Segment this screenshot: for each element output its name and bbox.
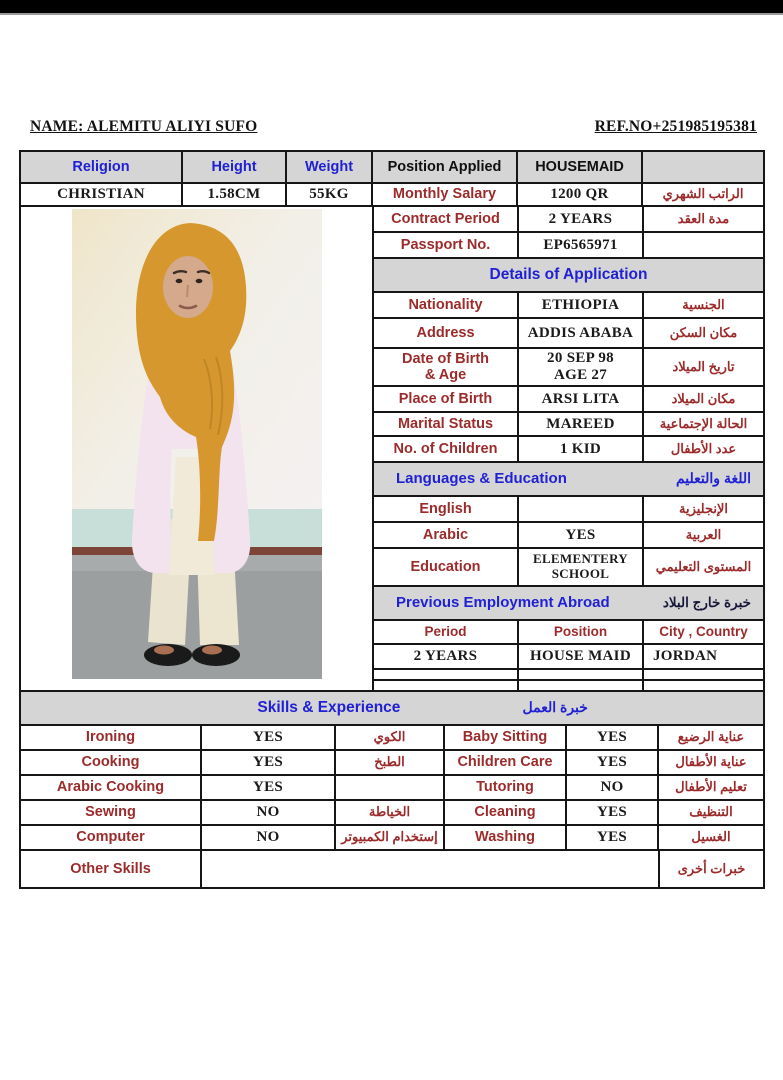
address-value: ADDIS ABABA [519,319,642,347]
skill-value: NO [202,801,334,824]
nationality-value: ETHIOPIA [519,293,642,317]
photo-and-details-row [21,207,763,690]
height-header: Height [183,152,285,182]
skill-label: Tutoring [445,776,565,799]
employment-empty-cell [374,681,517,690]
applicant-photo [21,207,372,690]
languages-education-header [374,463,763,495]
other-skills-value [202,851,658,887]
skill-label: Washing [445,826,565,849]
children-label: No. of Children [374,437,517,461]
arabic-label: Arabic [374,523,517,547]
place-of-birth-value: ARSI LITA [519,387,642,411]
nose [187,285,188,297]
skill-row [21,801,763,824]
monthly-salary-arabic: الراتب الشهري [643,184,763,205]
arabic-value: YES [519,523,642,547]
skill-value: YES [567,826,657,849]
skill-value: NO [567,776,657,799]
dob-age-label [374,349,517,385]
marital-status-value: MAREED [519,413,642,435]
position-value: HOUSEMAID [518,152,641,182]
skill-arabic [336,776,443,799]
skill-label: Baby Sitting [445,726,565,749]
eye-left [175,279,182,283]
skill-arabic: عناية الأطفال [659,751,763,774]
skill-arabic: الغسيل [659,826,763,849]
biodata-table [19,150,765,889]
education-arabic: المستوى التعليمي [644,549,763,585]
contract-period-label: Contract Period [374,207,517,231]
skill-value: YES [202,726,334,749]
skill-value: YES [567,726,657,749]
city-country-column-header: City , Country [644,621,763,643]
skill-row [21,776,763,799]
skill-arabic: عناية الرضيع [659,726,763,749]
details-stack [374,207,763,690]
passport-no-value: EP6565971 [519,233,642,257]
vitals-row [21,184,763,205]
employment-country-value: JORDAN [644,645,763,668]
skill-label: Children Care [445,751,565,774]
skill-label: Cleaning [445,801,565,824]
applicant-name: NAME: ALEMITU ALIYI SUFO [30,118,258,135]
eye-right [195,279,202,283]
contract-period-arabic: مدة العقد [644,207,763,231]
marital-status-label: Marital Status [374,413,517,435]
skill-row [21,751,763,774]
skill-arabic: الخياطة [336,801,443,824]
position-applied-header: Position Applied [373,152,516,182]
scan-bar-shadow [0,13,783,15]
foot-left [154,646,174,655]
education-value-line2: SCHOOL [551,566,610,581]
skills-header-row [21,692,763,724]
skill-label: Cooking [21,751,200,774]
position-column-header: Position [519,621,642,643]
contract-period-value: 2 YEARS [519,207,642,231]
skill-label: Sewing [21,801,200,824]
marital-status-arabic: الحالة الإجتماعية [644,413,763,435]
table-header-row [21,152,763,182]
applicant-photo-image [72,209,322,679]
skills-header-en: Skills & Experience [257,699,401,717]
skill-label: Computer [21,826,200,849]
skill-value: YES [567,801,657,824]
skill-arabic: التنظيف [659,801,763,824]
foot-right [202,646,222,655]
other-skills-label: Other Skills [21,851,200,887]
employment-position-value: HOUSE MAID [519,645,642,668]
education-value-line1: ELEMENTERY [532,551,628,567]
other-skills-arabic: خبرات أخرى [660,851,763,887]
languages-header-ar: اللغة والتعليم [675,470,751,487]
skill-arabic: تعليم الأطفال [659,776,763,799]
skill-value: YES [202,776,334,799]
employment-empty-cell [374,670,517,679]
skill-row [21,726,763,749]
employment-empty-cell [644,681,763,690]
religion-header: Religion [21,152,181,182]
english-value [519,497,642,521]
passport-no-label: Passport No. [374,233,517,257]
skill-value: YES [202,751,334,774]
dob-age-value [519,349,642,385]
scan-top-black-bar [0,0,783,13]
employment-period-value: 2 YEARS [374,645,517,668]
skill-arabic: الكوي [336,726,443,749]
employment-empty-cell [519,670,642,679]
skill-arabic: إستخدام الكمبيوتر [336,826,443,849]
other-skills-row [21,851,763,887]
english-label: English [374,497,517,521]
skill-label: Arabic Cooking [21,776,200,799]
weight-header: Weight [287,152,371,182]
period-column-header: Period [374,621,517,643]
weight-value: 55KG [287,184,371,205]
dob-value-line2: AGE 27 [553,367,608,383]
arabic-arabic: العربية [644,523,763,547]
education-label: Education [374,549,517,585]
dob-label-line2: & Age [424,367,467,383]
previous-employment-header [374,587,763,619]
english-arabic: الإنجليزية [644,497,763,521]
height-value: 1.58CM [183,184,285,205]
skill-row [21,826,763,849]
employment-empty-cell [644,670,763,679]
dob-label-line1: Date of Birth [402,350,489,367]
place-of-birth-arabic: مكان الميلاد [644,387,763,411]
skill-value: YES [567,751,657,774]
reference-number: REF.NO+251985195381 [594,118,757,135]
empty-header-cell [643,152,763,182]
children-value: 1 KID [519,437,642,461]
monthly-salary-label: Monthly Salary [373,184,516,205]
employment-header-en: Previous Employment Abroad [396,593,610,611]
address-label: Address [374,319,517,347]
employment-empty-cell [519,681,642,690]
place-of-birth-label: Place of Birth [374,387,517,411]
skill-label: Ironing [21,726,200,749]
education-value [519,549,642,585]
skills-header-band [21,692,763,724]
passport-no-arabic [644,233,763,257]
monthly-salary-value: 1200 QR [518,184,641,205]
nationality-label: Nationality [374,293,517,317]
details-of-application-header: Details of Application [374,259,763,291]
dob-arabic: تاريخ الميلاد [644,349,763,385]
address-arabic: مكان السكن [644,319,763,347]
title-row [30,118,757,136]
skill-value: NO [202,826,334,849]
religion-value: CHRISTIAN [21,184,181,205]
skill-arabic: الطبخ [336,751,443,774]
employment-header-ar: خبرة خارج البلاد [662,595,751,611]
children-arabic: عدد الأطفال [644,437,763,461]
nationality-arabic: الجنسية [644,293,763,317]
skills-header-ar: خبرة العمل [522,699,588,716]
dob-value-line1: 20 SEP 98 [547,350,614,367]
languages-header-en: Languages & Education [396,469,567,487]
